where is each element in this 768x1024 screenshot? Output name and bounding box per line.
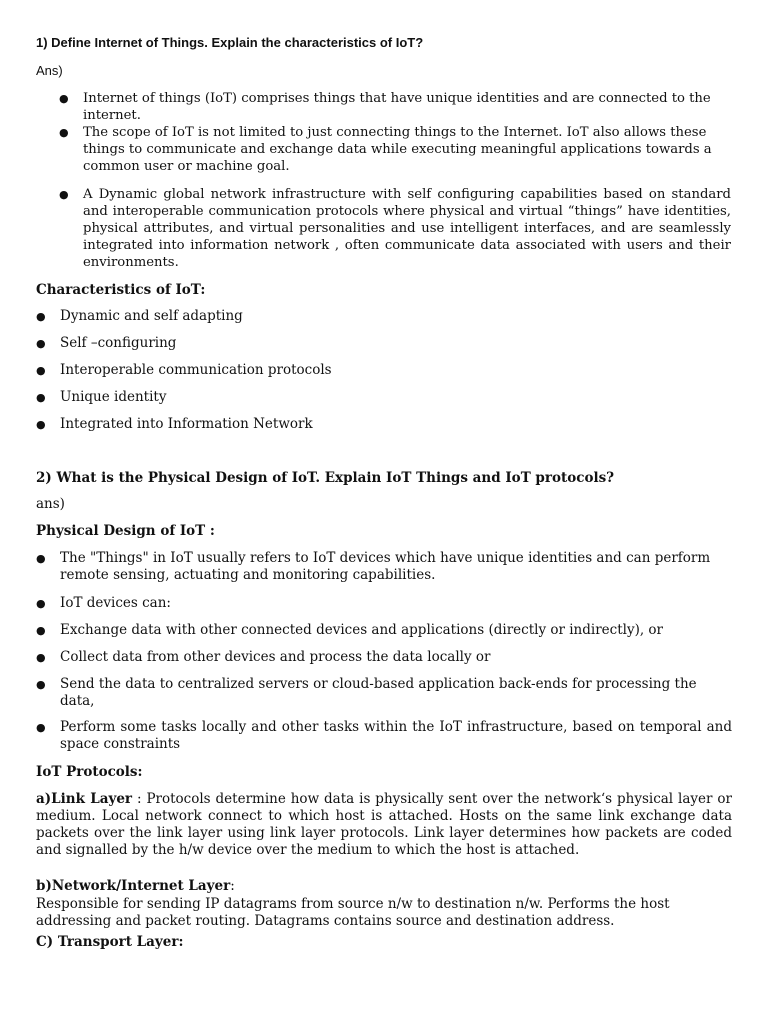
characteristic-text: Integrated into Information Network	[60, 416, 313, 432]
list-item	[36, 308, 740, 325]
physical-design-heading: Physical Design of IoT :	[36, 523, 215, 539]
definition-text: The scope of IoT is not limited to just connecting things to the Internet. IoT also allows these things to communicate and exchange data while executing meaningful applications towards a common user or machine goal.	[83, 125, 712, 174]
question-2-title: 2) What is the Physical Design of IoT. Explain IoT Things and IoT protocols?	[36, 470, 615, 486]
list-item	[36, 595, 732, 612]
list-item	[36, 416, 740, 433]
network-layer-suffix: :	[230, 878, 235, 894]
bullet-icon: ●	[59, 126, 69, 139]
physical-design-list	[36, 550, 732, 760]
transport-layer-label: C) Transport Layer:	[36, 934, 184, 950]
physical-design-text: IoT devices can:	[60, 595, 171, 611]
bullet-icon: ●	[59, 188, 69, 201]
bullet-icon: ●	[36, 337, 46, 350]
definition-text: Internet of things (IoT) comprises things that have unique identities and are connected to the internet.	[83, 91, 711, 123]
list-item	[36, 389, 740, 406]
bullet-icon: ●	[59, 92, 69, 105]
list-item	[36, 719, 732, 753]
characteristic-text: Interoperable communication protocols	[60, 362, 332, 378]
bullet-icon: ●	[36, 721, 46, 734]
physical-design-text: Collect data from other devices and process the data locally or	[60, 649, 491, 665]
list-item	[36, 622, 732, 639]
list-item	[59, 90, 731, 124]
answer-1-label: Ans)	[36, 63, 63, 78]
list-item	[59, 124, 731, 175]
characteristic-text: Unique identity	[60, 389, 167, 405]
characteristic-text: Self –configuring	[60, 335, 177, 351]
link-layer-paragraph	[36, 791, 732, 859]
network-layer-label: b)Network/Internet Layer	[36, 878, 231, 894]
characteristics-heading: Characteristics of IoT:	[36, 282, 206, 298]
link-layer-text: : Protocols determine how data is physically sent over the network‘s physical layer or medium. Local network connect to which host is attached. Hosts on the same link exchange data packets over the link layer using link layer protocols. Link layer determines how packets are coded and signalled by the h/w device over the medium to which the host is attached.	[36, 791, 732, 858]
list-item	[59, 186, 731, 271]
bullet-icon: ●	[36, 651, 46, 664]
list-item	[36, 649, 732, 666]
definition-list	[59, 90, 731, 280]
bullet-icon: ●	[36, 364, 46, 377]
bullet-icon: ●	[36, 597, 46, 610]
bullet-icon: ●	[36, 391, 46, 404]
list-item	[36, 550, 732, 584]
bullet-icon: ●	[36, 418, 46, 431]
list-item	[36, 362, 740, 379]
physical-design-text: The "Things" in IoT usually refers to IoT devices which have unique identities and can perform remote sensing, actuating and monitoring capabilities.	[60, 550, 711, 583]
characteristic-text: Dynamic and self adapting	[60, 308, 243, 324]
iot-protocols-heading: IoT Protocols:	[36, 764, 143, 780]
bullet-icon: ●	[36, 310, 46, 323]
bullet-icon: ●	[36, 552, 46, 565]
question-1-title: 1) Define Internet of Things. Explain the characteristics of IoT?	[36, 35, 424, 50]
definition-text: A Dynamic global network infrastructure with self configuring capabilities based on standard and interoperable communication protocols where physical and virtual “things” have identities, physical attributes, and virtual personalities and use intelligent interfaces, and are seamlessly integrated into information network , often communicate data associated with users and their environments.	[83, 187, 731, 270]
answer-2-label: ans)	[36, 496, 65, 512]
bullet-icon: ●	[36, 624, 46, 637]
list-item	[36, 676, 732, 710]
link-layer-label: a)Link Layer	[36, 791, 133, 807]
bullet-icon: ●	[36, 678, 46, 691]
physical-design-text: Send the data to centralized servers or cloud-based application back-ends for processing the data,	[60, 676, 697, 709]
list-item	[36, 335, 740, 352]
network-layer-text: Responsible for sending IP datagrams from source n/w to destination n/w. Performs the host addressing and packet routing. Datagrams contains source and destination address.	[36, 896, 670, 929]
characteristics-list	[36, 308, 740, 438]
network-layer-paragraph	[36, 878, 732, 895]
physical-design-text: Exchange data with other connected devices and applications (directly or indirectly), or	[60, 622, 664, 638]
physical-design-text: Perform some tasks locally and other tasks within the IoT infrastructure, based on temporal and space constraints	[60, 719, 732, 752]
